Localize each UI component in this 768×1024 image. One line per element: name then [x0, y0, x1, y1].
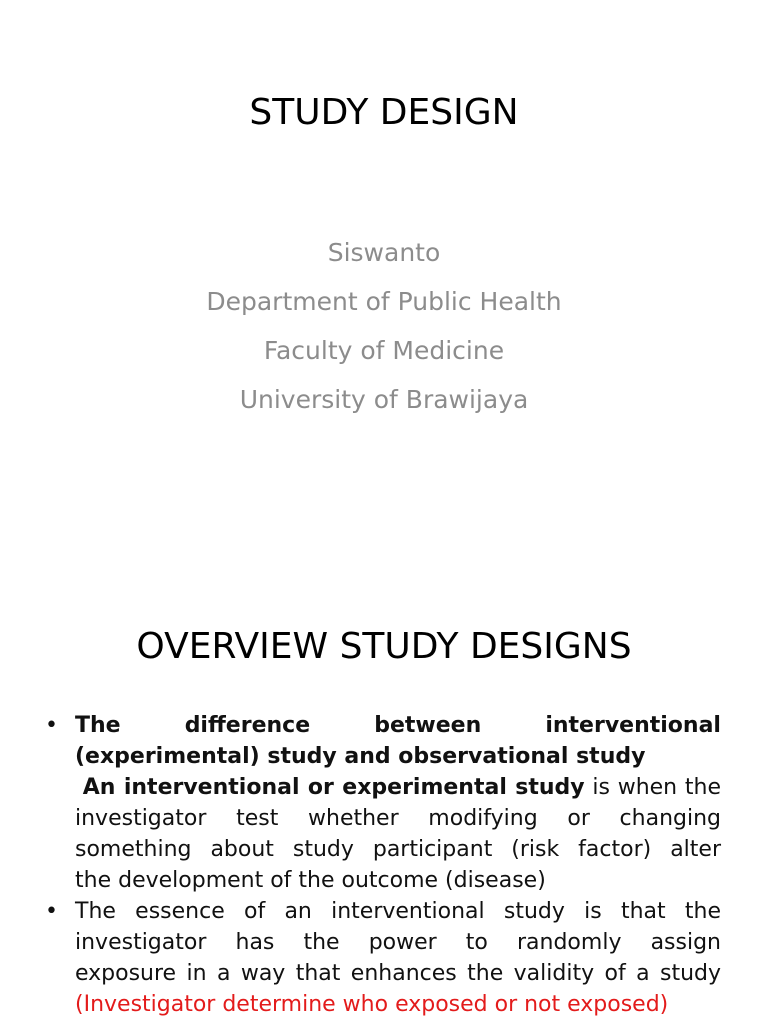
word: difference: [184, 713, 311, 738]
paragraph-line: The essence of an interventional study is that the: [75, 899, 721, 924]
highlight-line: (Investigator determine who exposed or not exposed): [75, 992, 669, 1017]
definition-paragraph: [45, 772, 721, 896]
bullet-heading-line1: [75, 710, 721, 741]
word: between: [374, 713, 482, 738]
bullet-dot: •: [45, 899, 58, 924]
slide-content: [45, 710, 721, 1020]
bullet-item: [45, 710, 721, 772]
paragraph-line: the development of the outcome (disease): [75, 868, 546, 893]
definition-term: An interventional or experimental study: [82, 775, 585, 800]
word: The: [75, 713, 121, 738]
bullet-dot: •: [45, 713, 58, 738]
paragraph-line: investigator has the power to randomly assign: [75, 930, 721, 955]
paragraph-line: exposure in a way that enhances the validity of a study: [75, 961, 721, 986]
word: interventional: [545, 713, 721, 738]
bullet-heading-line2: (experimental) study and observational study: [75, 744, 646, 769]
paragraph-line: something about study participant (risk factor) alter: [75, 837, 721, 862]
department-name: Department of Public Health: [206, 287, 562, 316]
university-name: University of Brawijaya: [239, 385, 529, 414]
author-name: Siswanto: [327, 238, 441, 267]
overview-title: OVERVIEW STUDY DESIGNS: [136, 626, 632, 667]
definition-text: is when the: [584, 775, 721, 800]
faculty-name: Faculty of Medicine: [263, 336, 505, 365]
overview-slide: [0, 570, 768, 1024]
slide-title: STUDY DESIGN: [249, 92, 519, 133]
paragraph-line: investigator test whether modifying or changing: [75, 806, 721, 831]
paragraph-line: [75, 772, 721, 803]
bullet-item: [45, 896, 721, 1020]
